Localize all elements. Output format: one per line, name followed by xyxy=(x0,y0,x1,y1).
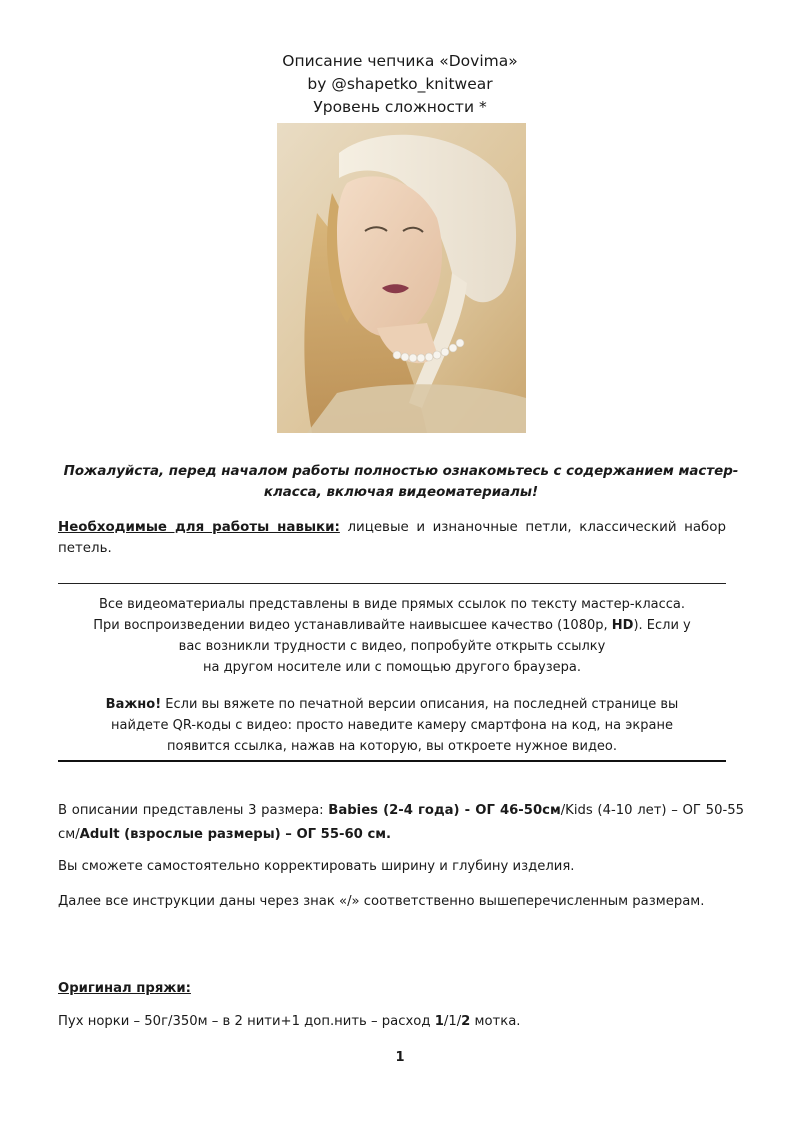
video-info-line: на другом носителе или с помощью другого браузера. xyxy=(203,660,581,675)
video-info-line: вас возникли трудности с видео, попробуйте открыть ссылку xyxy=(178,639,606,654)
size-kids: /Kids (4-10 лет) – ОГ 50-55 см/ xyxy=(58,803,744,842)
difficulty-line: Уровень сложности * xyxy=(313,98,487,116)
qr-info-line: появится ссылка, нажав на которую, вы откроете нужное видео. xyxy=(166,739,618,754)
video-info-box xyxy=(58,583,726,762)
important-paragraph: Важно! Если вы вяжете по печатной версии описания, на последней странице вы найдете QR-коды с видео: просто наведите камеру смартфона на код, на экране появится ссылка, нажав на которую, вы откроете нужное видео. xyxy=(58,694,726,757)
box-top-divider xyxy=(58,583,726,584)
size-adult: Adult (взрослые размеры) – ОГ 55-60 см. xyxy=(79,827,392,842)
document-title: Описание чепчика «Dovima» xyxy=(282,52,518,70)
page-number: 1 xyxy=(395,1050,405,1065)
model-photo xyxy=(277,123,526,433)
author-line: by @shapetko_knitwear xyxy=(307,75,493,93)
box-bottom-divider xyxy=(58,760,726,762)
sizes-paragraph: В описании представлены 3 размера: Babies (2-4 года) - ОГ 46-50см/Kids (4-10 лет) – ОГ 50-55 см/Adult (взрослые размеры) – ОГ 55-60 см. xyxy=(58,803,744,842)
adjust-paragraph: Вы сможете самостоятельно корректировать ширину и глубину изделия. xyxy=(58,859,575,874)
model-photo-illustration xyxy=(277,123,526,433)
video-quality-line: При воспроизведении видео устанавливайте наивысшее качество (1080р, HD). Если у xyxy=(93,618,691,633)
important-label: Важно! xyxy=(105,697,162,712)
size-babies: Babies (2-4 года) - ОГ 46-50см xyxy=(328,803,561,818)
skills-label: Необходимые для работы навыки: xyxy=(58,520,340,535)
title-block xyxy=(0,50,800,119)
warning-notice: Пожалуйста, перед началом работы полностью ознакомьтесь с содержанием мастер-класса, включая видеоматериалы! xyxy=(63,464,739,500)
yarn-heading: Оригинал пряжи: xyxy=(58,981,191,996)
slash-note-paragraph: Далее все инструкции даны через знак «/» соответственно вышеперечисленным размерам. xyxy=(58,894,705,909)
video-info-line: Все видеоматериалы представлены в виде прямых ссылок по тексту мастер-класса. xyxy=(98,597,686,612)
qr-info-line: найдете QR-коды с видео: просто наведите камеру смартфона на код, на экране xyxy=(111,718,673,733)
skills-paragraph xyxy=(58,517,726,559)
skills-text: лицевые и изнаночные петли, классический набор петель. xyxy=(58,520,726,556)
video-info-paragraph xyxy=(58,594,726,678)
yarn-details: Пух норки – 50г/350м – в 2 нити+1 доп.нить – расход 1/1/2 мотка. xyxy=(58,1014,521,1029)
